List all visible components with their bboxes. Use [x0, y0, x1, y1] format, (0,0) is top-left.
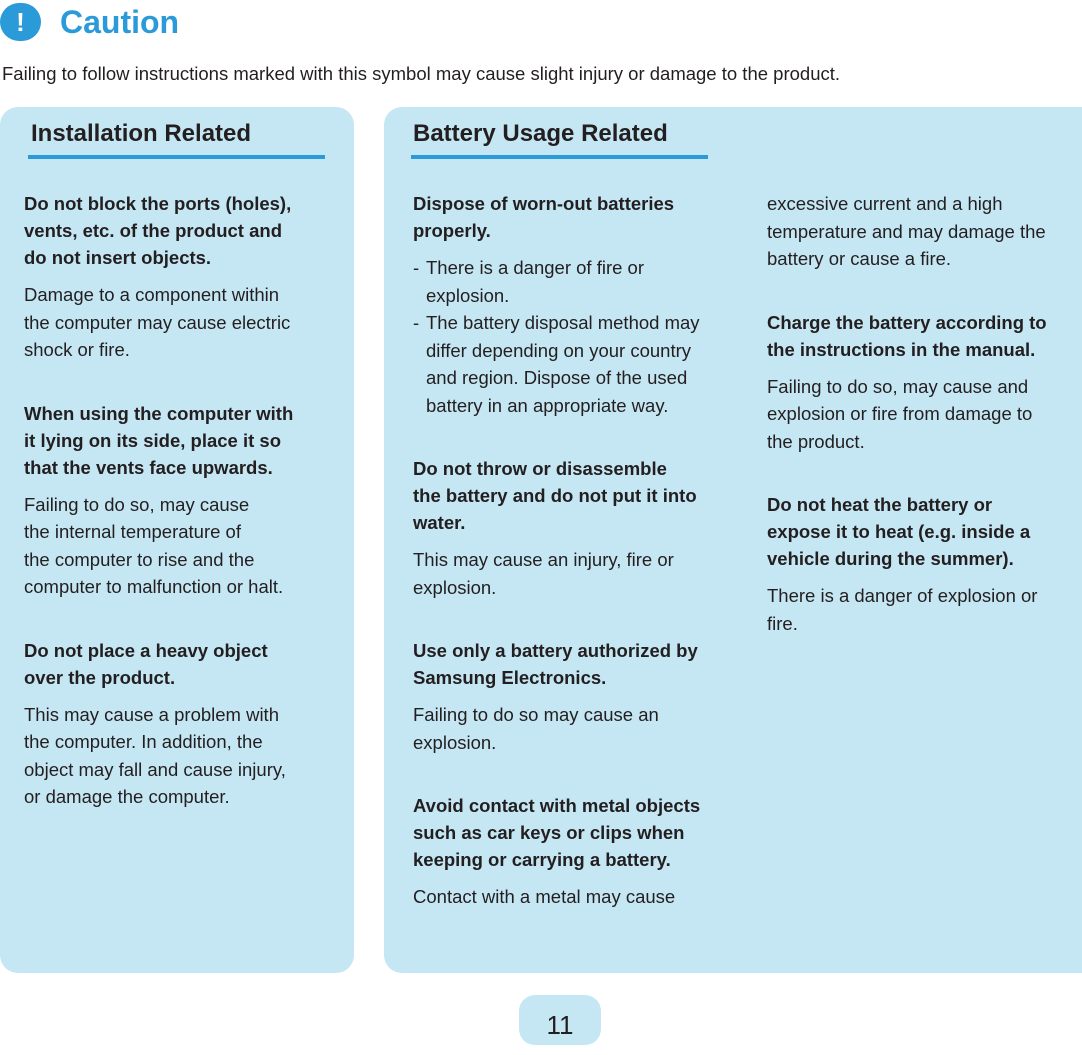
section-body: Damage to a component within the computer may cause electric shock or fire.	[24, 284, 291, 360]
battery-title-underline	[411, 155, 708, 159]
battery-section	[767, 491, 1082, 637]
installation-section	[24, 400, 336, 601]
page-number: 11	[519, 995, 601, 1045]
section-heading: Do not place a heavy object over the product.	[24, 639, 268, 688]
list-item: - There is a danger of fire or explosion.	[413, 257, 644, 306]
section-heading: Do not heat the battery or expose it to heat (e.g. inside a vehicle during the summer).	[767, 494, 1031, 569]
caution-intro-text: Failing to follow instructions marked with this symbol may cause slight injury or damage to the product.	[2, 63, 841, 84]
exclamation-icon: !	[0, 3, 41, 41]
installation-title: Installation Related	[31, 120, 252, 147]
list-item-text: The battery disposal method may differ depending on your country and region. Dispose of the used battery in an appropriate way.	[426, 312, 700, 416]
battery-title: Battery Usage Related	[413, 120, 668, 147]
section-heading: Avoid contact with metal objects such as car keys or clips when keeping or carrying a battery.	[413, 795, 701, 870]
section-heading: Do not throw or disassemble the battery and do not put it into water.	[413, 458, 697, 533]
section-body: Failing to do so may cause an explosion.	[413, 704, 659, 753]
section-body: excessive current and a high temperature and may damage the battery or cause a fire.	[767, 193, 1046, 269]
bullet-list	[413, 254, 743, 419]
section-heading: Do not block the ports (holes), vents, etc. of the product and do not insert objects.	[24, 193, 292, 268]
section-heading: Charge the battery according to the instructions in the manual.	[767, 311, 1047, 360]
section-body: This may cause a problem with the computer. In addition, the object may fall and cause injury, or damage the computer.	[24, 703, 286, 807]
section-body: This may cause an injury, fire or explosion.	[413, 549, 674, 598]
battery-section	[413, 792, 743, 911]
section-heading: When using the computer with it lying on its side, place it so that the vents face upwards.	[24, 402, 294, 478]
battery-section	[767, 309, 1082, 456]
installation-section	[24, 637, 336, 811]
page-title: Caution	[60, 4, 180, 40]
list-item: - The battery disposal method may differ depending on your country and region. Dispose of the used battery in an appropriate way.	[413, 312, 700, 416]
section-heading: Use only a battery authorized by Samsung Electronics.	[413, 640, 698, 688]
battery-column-right	[767, 190, 1082, 673]
section-body: Contact with a metal may cause	[413, 886, 676, 907]
section-body: Failing to do so, may cause the internal temperature of the computer to rise and the computer to malfunction or halt.	[24, 493, 284, 597]
battery-column-left	[413, 190, 743, 947]
section-heading: Dispose of worn-out batteries properly.	[413, 193, 675, 241]
section-body: There is a danger of explosion or fire.	[767, 585, 1038, 634]
installation-section	[24, 190, 336, 364]
section-body: Failing to do so, may cause and explosion or fire from damage to the product.	[767, 375, 1033, 452]
installation-column	[24, 190, 336, 847]
list-item-text: There is a danger of fire or explosion.	[426, 257, 644, 306]
installation-title-underline	[28, 155, 325, 159]
battery-section-continuation	[767, 190, 1082, 273]
battery-section	[413, 190, 743, 419]
battery-section	[413, 637, 743, 756]
battery-section	[413, 455, 743, 601]
